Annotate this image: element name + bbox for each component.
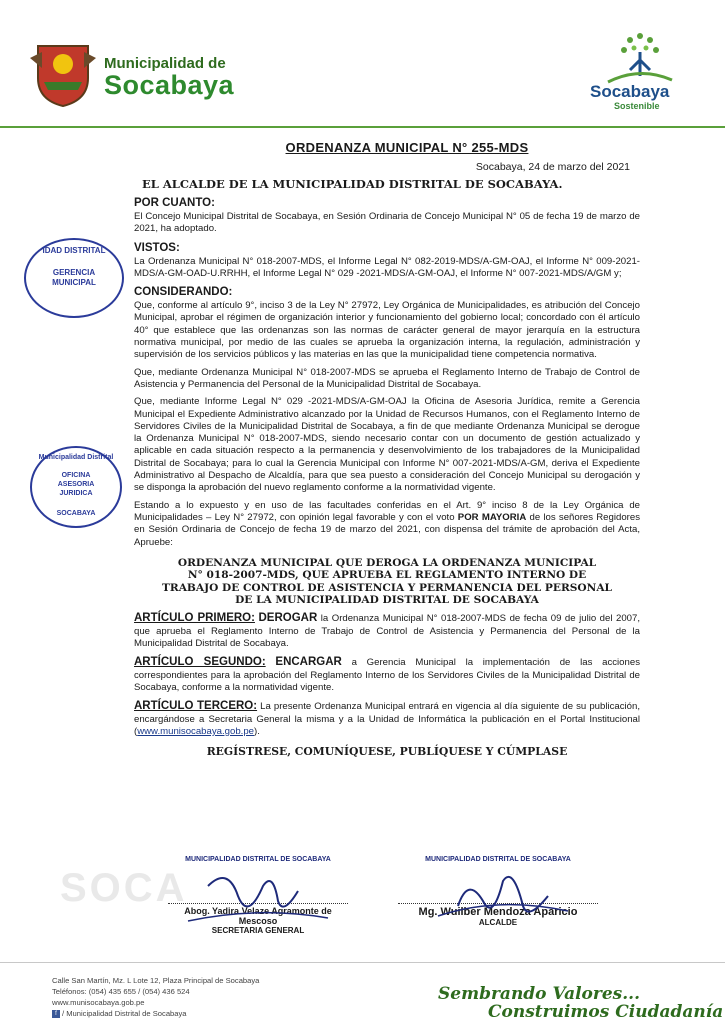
footer-address: Calle San Martín, Mz. L Lote 12, Plaza Principal de Socabaya — [52, 976, 260, 985]
considerando-paragraph: Que, mediante Ordenanza Municipal N° 018-2007-MDS se aprueba el Reglamento Interno de Trabajo de Control de Asistencia y Permanencia del Personal de la Municipalidad Distrital de Socabaya. — [134, 366, 640, 390]
vistos-text: La Ordenanza Municipal N° 018-2007-MDS, el Informe Legal N° 082-2019-MDS/A-GM-OAJ, el Informe N° 009-2021-MDS/A-GM-OAD-U.RRHH, el Informe Legal N° 029 -2021-MDS/A-GM-OAJ, el Informe N° 007-2021-MDS/A/GM y; — [134, 255, 640, 279]
signature-alcalde — [398, 856, 598, 927]
sostenible-brand: Socabaya — [590, 82, 670, 101]
watermark-text: SOCA — [60, 866, 188, 910]
sostenible-sub: Sostenible — [614, 101, 660, 111]
signatory-role: SECRETARIA GENERAL — [211, 926, 305, 935]
gerencia-municipal-stamp: IDAD DISTRITAL GERENCIA MUNICIPAL — [24, 238, 124, 318]
por-cuanto-text: El Concejo Municipal Distrital de Socabaya, en Sesión Ordinaria de Concejo Municipal N° 05 de fecha 19 de marzo de 2021, ha adoptado. — [134, 211, 640, 235]
article-segundo: ARTÍCULO SEGUNDO: ENCARGAR a Gerencia Municipal la implementación de las acciones correspondientes para la aprobación del Reglamento Interno de los Servidores Civiles de la Municipalidad Distrital de Socabaya, conforme a la normatividad vigente. — [134, 656, 640, 693]
considerando-paragraph: Que, mediante Informe Legal N° 029 -2021-MDS/A-GM-OAJ la Oficina de Asesoria Jurídica, remite a Gerencia Municipal el Expediente Administrativo alcanzado por la Unidad de Recursos Humanos, con el Reglamento Interno de Servidores Civiles de la Municipalidad Distrital de Socabaya, a fin de que mediante Ordenanza Municipal se derogue la Ordenanza Municipal N° 018-2007-MDS, siendo necesario contar con un documento de gestión actualizado y aplicable en cada situación respecto a la permanencia y desenvolvimiento de los trabajadores de la Municipalidad Distrital de Socabaya; para lo cual la Gerencia Municipal con Informe N° 007-2021-MDS/A-GM, deriva el Expediente Administrativo al Despacho de Alcaldía, para que sea puesto a consideración del Concejo Municipal su derogación y se disponga la aprobación del nuevo reglamento conforme a la normatividad vigente. — [134, 396, 640, 494]
handwritten-signature-icon — [168, 866, 348, 926]
document-date: Socabaya, 24 de marzo del 2021 — [475, 161, 630, 173]
letterhead — [0, 0, 725, 132]
document-title: ORDENANZA MUNICIPAL N° 255-MDS — [285, 140, 529, 155]
signatory-name: Mg. Wuilber Mendoza Aparicio — [418, 906, 578, 918]
sustainable-tree-icon — [600, 30, 678, 90]
signatory-role: ALCALDE — [478, 918, 518, 927]
slogan-line-1: Sembrando Valores... — [438, 984, 640, 1004]
handwritten-signature-icon — [398, 866, 598, 926]
considerando-heading: CONSIDERANDO: — [134, 286, 233, 299]
asesoria-juridica-stamp: Municipalidad Distrital OFICINA ASESORIA JURIDICA SOCABAYA — [30, 446, 122, 528]
vote-bold: POR MAYORIA — [457, 511, 527, 523]
considerando-paragraph: Estando a lo expuesto y en uso de las facultades conferidas en el Art. 9° inciso 8 de la Ley Orgánica de Municipalidades – Ley N° 27972, con opinión legal favorable y con el voto POR MAYORIA de los señores Regidores en Sesión Ordinaria de Concejo de fecha 19 de marzo del 2021, con dispensa del trámite de aprobación del Acta, Apruebe: — [134, 499, 640, 548]
considerando-paragraph: Que, conforme al artículo 9°, inciso 3 de la Ley N° 27972, Ley Orgánica de Municipalidades, es atribución del Concejo Municipal, aprobar el régimen de organización interior y funcionamiento del gobierno local; concordado con él artículo 40° que establece que las ordenanzas son las normas de carácter general de mayor jerarquía en la estructura normativa municipal, por medio de las cuales se aprueba la organización interna, la regulación, administración y supervisión de los servicios públicos y las materias en las que la municipalidad tiene competencia normativa. — [134, 300, 640, 361]
coat-of-arms-icon — [28, 38, 98, 108]
ordinance-subtitle: ORDENANZA MUNICIPAL QUE DEROGA LA ORDENANZA MUNICIPAL N° 018-2007-MDS, QUE APRUEBA EL REGLAMENTO INTERNO DE TRABAJO DE CONTROL DE ASISTENCIA Y PERMANENCIA DEL PERSONAL DE LA MUNICIPALIDAD DISTRITAL DE SOCABAYA — [162, 556, 612, 607]
municipality-name: Socabaya — [104, 70, 235, 100]
vistos-heading: VISTOS: — [134, 241, 180, 254]
article-primero: ARTÍCULO PRIMERO: DEROGAR la Ordenanza Municipal N° 018-2007-MDS de fecha 09 de julio del 2007, que aprueba el Reglamento Interno de Trabajo de Control de Asistencia y Permanencia del Personal de la Municipalidad Distrital de Socabaya. — [134, 612, 640, 650]
signature-seal-header: MUNICIPALIDAD DISTRITAL DE SOCABAYA — [425, 856, 571, 863]
header-divider — [0, 126, 725, 128]
footer-phones: Teléfonos: (054) 435 655 / (054) 436 524 — [52, 987, 190, 996]
municipality-label: Municipalidad de — [104, 55, 226, 72]
article-tercero: ARTÍCULO TERCERO: La presente Ordenanza Municipal entrará en vigencia al día siguiente de su publicación, encargándose a Secretaria General la misma y a la Unidad de Informática la publicación en el Portal Institucional (www.munisocabaya.gob.pe). — [134, 700, 640, 737]
footer-web[interactable]: www.munisocabaya.gob.pe — [52, 998, 145, 1007]
por-cuanto-heading: POR CUANTO: — [134, 197, 215, 209]
footer-divider — [0, 962, 725, 963]
footer-facebook[interactable]: f / Municipalidad Distrital de Socabaya — [52, 1008, 259, 1019]
alcalde-heading: EL ALCALDE DE LA MUNICIPALIDAD DISTRITAL DE SOCABAYA. — [142, 177, 563, 191]
footer-contact — [52, 975, 259, 1019]
signature-seal-header: MUNICIPALIDAD DISTRITAL DE SOCABAYA — [185, 856, 331, 863]
document-body — [134, 136, 640, 758]
facebook-icon: f — [52, 1010, 60, 1018]
closing-formula: REGÍSTRESE, COMUNÍQUESE, PUBLÍQUESE Y CÚMPLASE — [206, 745, 568, 759]
signature-secretaria — [168, 856, 348, 935]
signatory-name: Abog. Yadira Velaze Agramonte de Mescoso — [184, 906, 332, 926]
slogan-line-2: Construimos Ciudadanía — [488, 1002, 724, 1022]
portal-link[interactable]: www.munisocabaya.gob.pe — [137, 725, 254, 737]
